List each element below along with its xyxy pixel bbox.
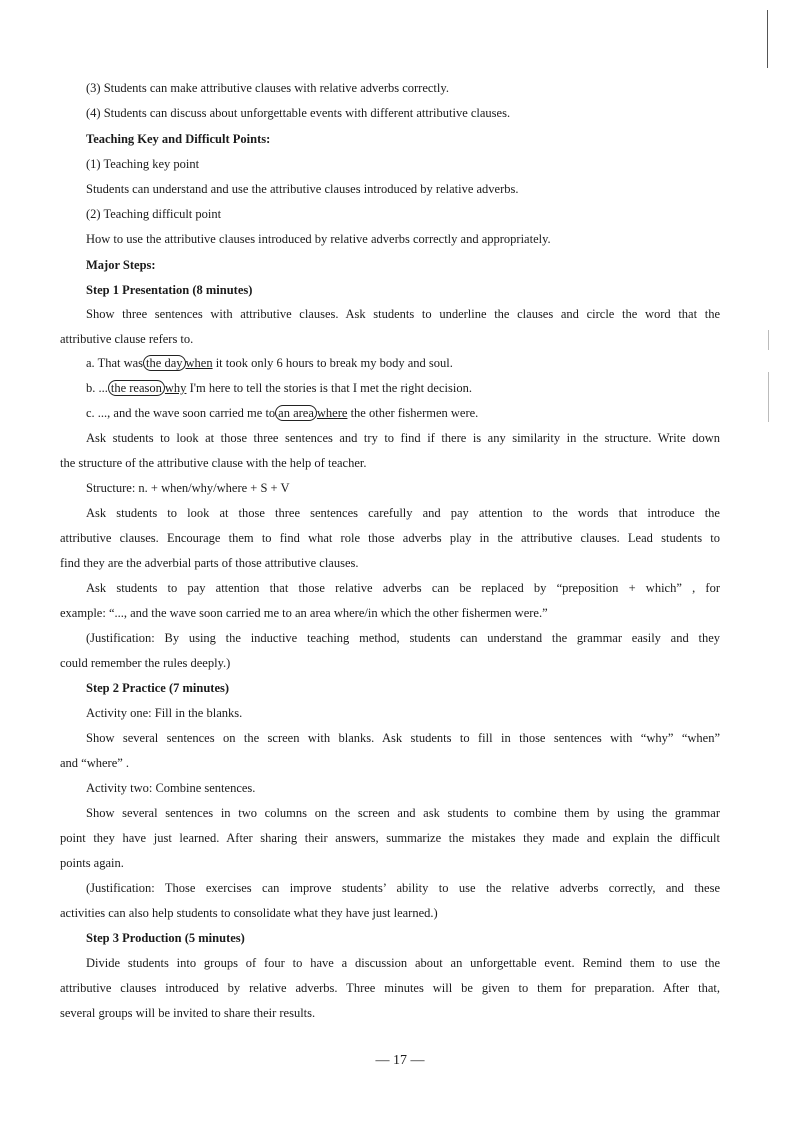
- sentence-c-relative-adverb: where: [316, 406, 348, 420]
- sentence-a-relative-adverb: when: [185, 356, 213, 370]
- step1-para2-line1: Ask students to look at those three sentences and try to find if there is any similarity in the structure. Write down: [86, 431, 720, 445]
- sentence-c-pre: c. ..., and the wave soon carried me to: [86, 406, 276, 420]
- margin-mark: [768, 330, 769, 350]
- step1-justification-line1: (Justification: By using the inductive teaching method, students can understand the grammar easily and they: [86, 631, 720, 645]
- example-sentence-c: [86, 405, 720, 421]
- margin-mark: [768, 372, 769, 422]
- major-steps-heading: Major Steps:: [86, 258, 156, 272]
- difficult-point-label: (2) Teaching difficult point: [86, 207, 222, 221]
- structure-formula: Structure: n. + when/why/where + S + V: [86, 481, 290, 495]
- step1-para4-line1: Ask students to pay attention that those relative adverbs can be replaced by “preposition + which” , for: [86, 581, 720, 595]
- example-sentence-a: [86, 355, 720, 371]
- activity-two-line2: point they have just learned. After sharing their answers, summarize the mistakes they made and explain the difficult: [60, 831, 720, 845]
- step1-heading: Step 1 Presentation (8 minutes): [86, 283, 253, 297]
- sentence-b-post: I'm here to tell the stories is that I met the right decision.: [186, 381, 472, 395]
- margin-line: [767, 10, 768, 68]
- key-point-label: (1) Teaching key point: [86, 157, 200, 171]
- activity-one-line1: Show several sentences on the screen with blanks. Ask students to fill in those sentences with “why” “when”: [86, 731, 720, 745]
- step1-para4-line2: example: “..., and the wave soon carried me to an area where/in which the other fishermen were.”: [60, 606, 548, 620]
- step3-line3: several groups will be invited to share their results.: [60, 1006, 316, 1020]
- sentence-c-post: the other fishermen were.: [347, 406, 479, 420]
- key-points-heading: Teaching Key and Difficult Points:: [86, 132, 271, 146]
- step1-para2-line2: the structure of the attributive clause with the help of teacher.: [60, 456, 367, 470]
- activity-one-line2: and “where” .: [60, 756, 130, 770]
- page-number: — 17 —: [375, 1053, 425, 1068]
- step3-heading: Step 3 Production (5 minutes): [86, 931, 245, 945]
- step1-para1-line2: attributive clause refers to.: [60, 332, 194, 346]
- activity-one-title: Activity one: Fill in the blanks.: [86, 706, 243, 720]
- objective-4: (4) Students can discuss about unforgettable events with different attributive clauses.: [86, 106, 511, 120]
- example-sentence-b: [86, 380, 720, 396]
- sentence-b-pre: b. ...: [86, 381, 108, 395]
- activity-two-line3: points again.: [60, 856, 124, 870]
- activity-two-title: Activity two: Combine sentences.: [86, 781, 256, 795]
- sentence-b-antecedent: the reason: [108, 380, 165, 396]
- sentence-b-relative-adverb: why: [164, 381, 187, 395]
- step1-justification-line2: could remember the rules deeply.): [60, 656, 231, 670]
- step1-para3-line1: Ask students to look at those three sentences carefully and pay attention to the words that introduce the: [86, 506, 720, 520]
- step1-para1-line1: Show three sentences with attributive clauses. Ask students to underline the clauses and circle the word that the: [86, 307, 720, 321]
- step2-heading: Step 2 Practice (7 minutes): [86, 681, 230, 695]
- sentence-c-antecedent: an area: [275, 405, 317, 421]
- sentence-a-antecedent: the day: [143, 355, 185, 371]
- step3-line1: Divide students into groups of four to have a discussion about an unforgettable event. Remind them to use the: [86, 956, 720, 970]
- key-point-text: Students can understand and use the attributive clauses introduced by relative adverbs.: [86, 182, 519, 196]
- step1-para3-line3: find they are the adverbial parts of those attributive clauses.: [60, 556, 359, 570]
- step2-justification-line2: activities can also help students to consolidate what they have just learned.): [60, 906, 438, 920]
- activity-two-line1: Show several sentences in two columns on the screen and ask students to combine them by using the grammar: [86, 806, 720, 820]
- sentence-a-pre: a. That was: [86, 356, 144, 370]
- step2-justification-line1: (Justification: Those exercises can improve students’ ability to use the relative adverbs correctly, and these: [86, 881, 720, 895]
- sentence-a-post: it took only 6 hours to break my body and soul.: [212, 356, 453, 370]
- objective-3: (3) Students can make attributive clauses with relative adverbs correctly.: [86, 81, 449, 95]
- difficult-point-text: How to use the attributive clauses introduced by relative adverbs correctly and appropriately.: [86, 232, 551, 246]
- step3-line2: attributive clauses introduced by relative adverbs. Three minutes will be given to them for preparation. After that,: [60, 981, 720, 995]
- step1-para3-line2: attributive clauses. Encourage them to find what role those adverbs play in the attributive clauses. Lead students to: [60, 531, 720, 545]
